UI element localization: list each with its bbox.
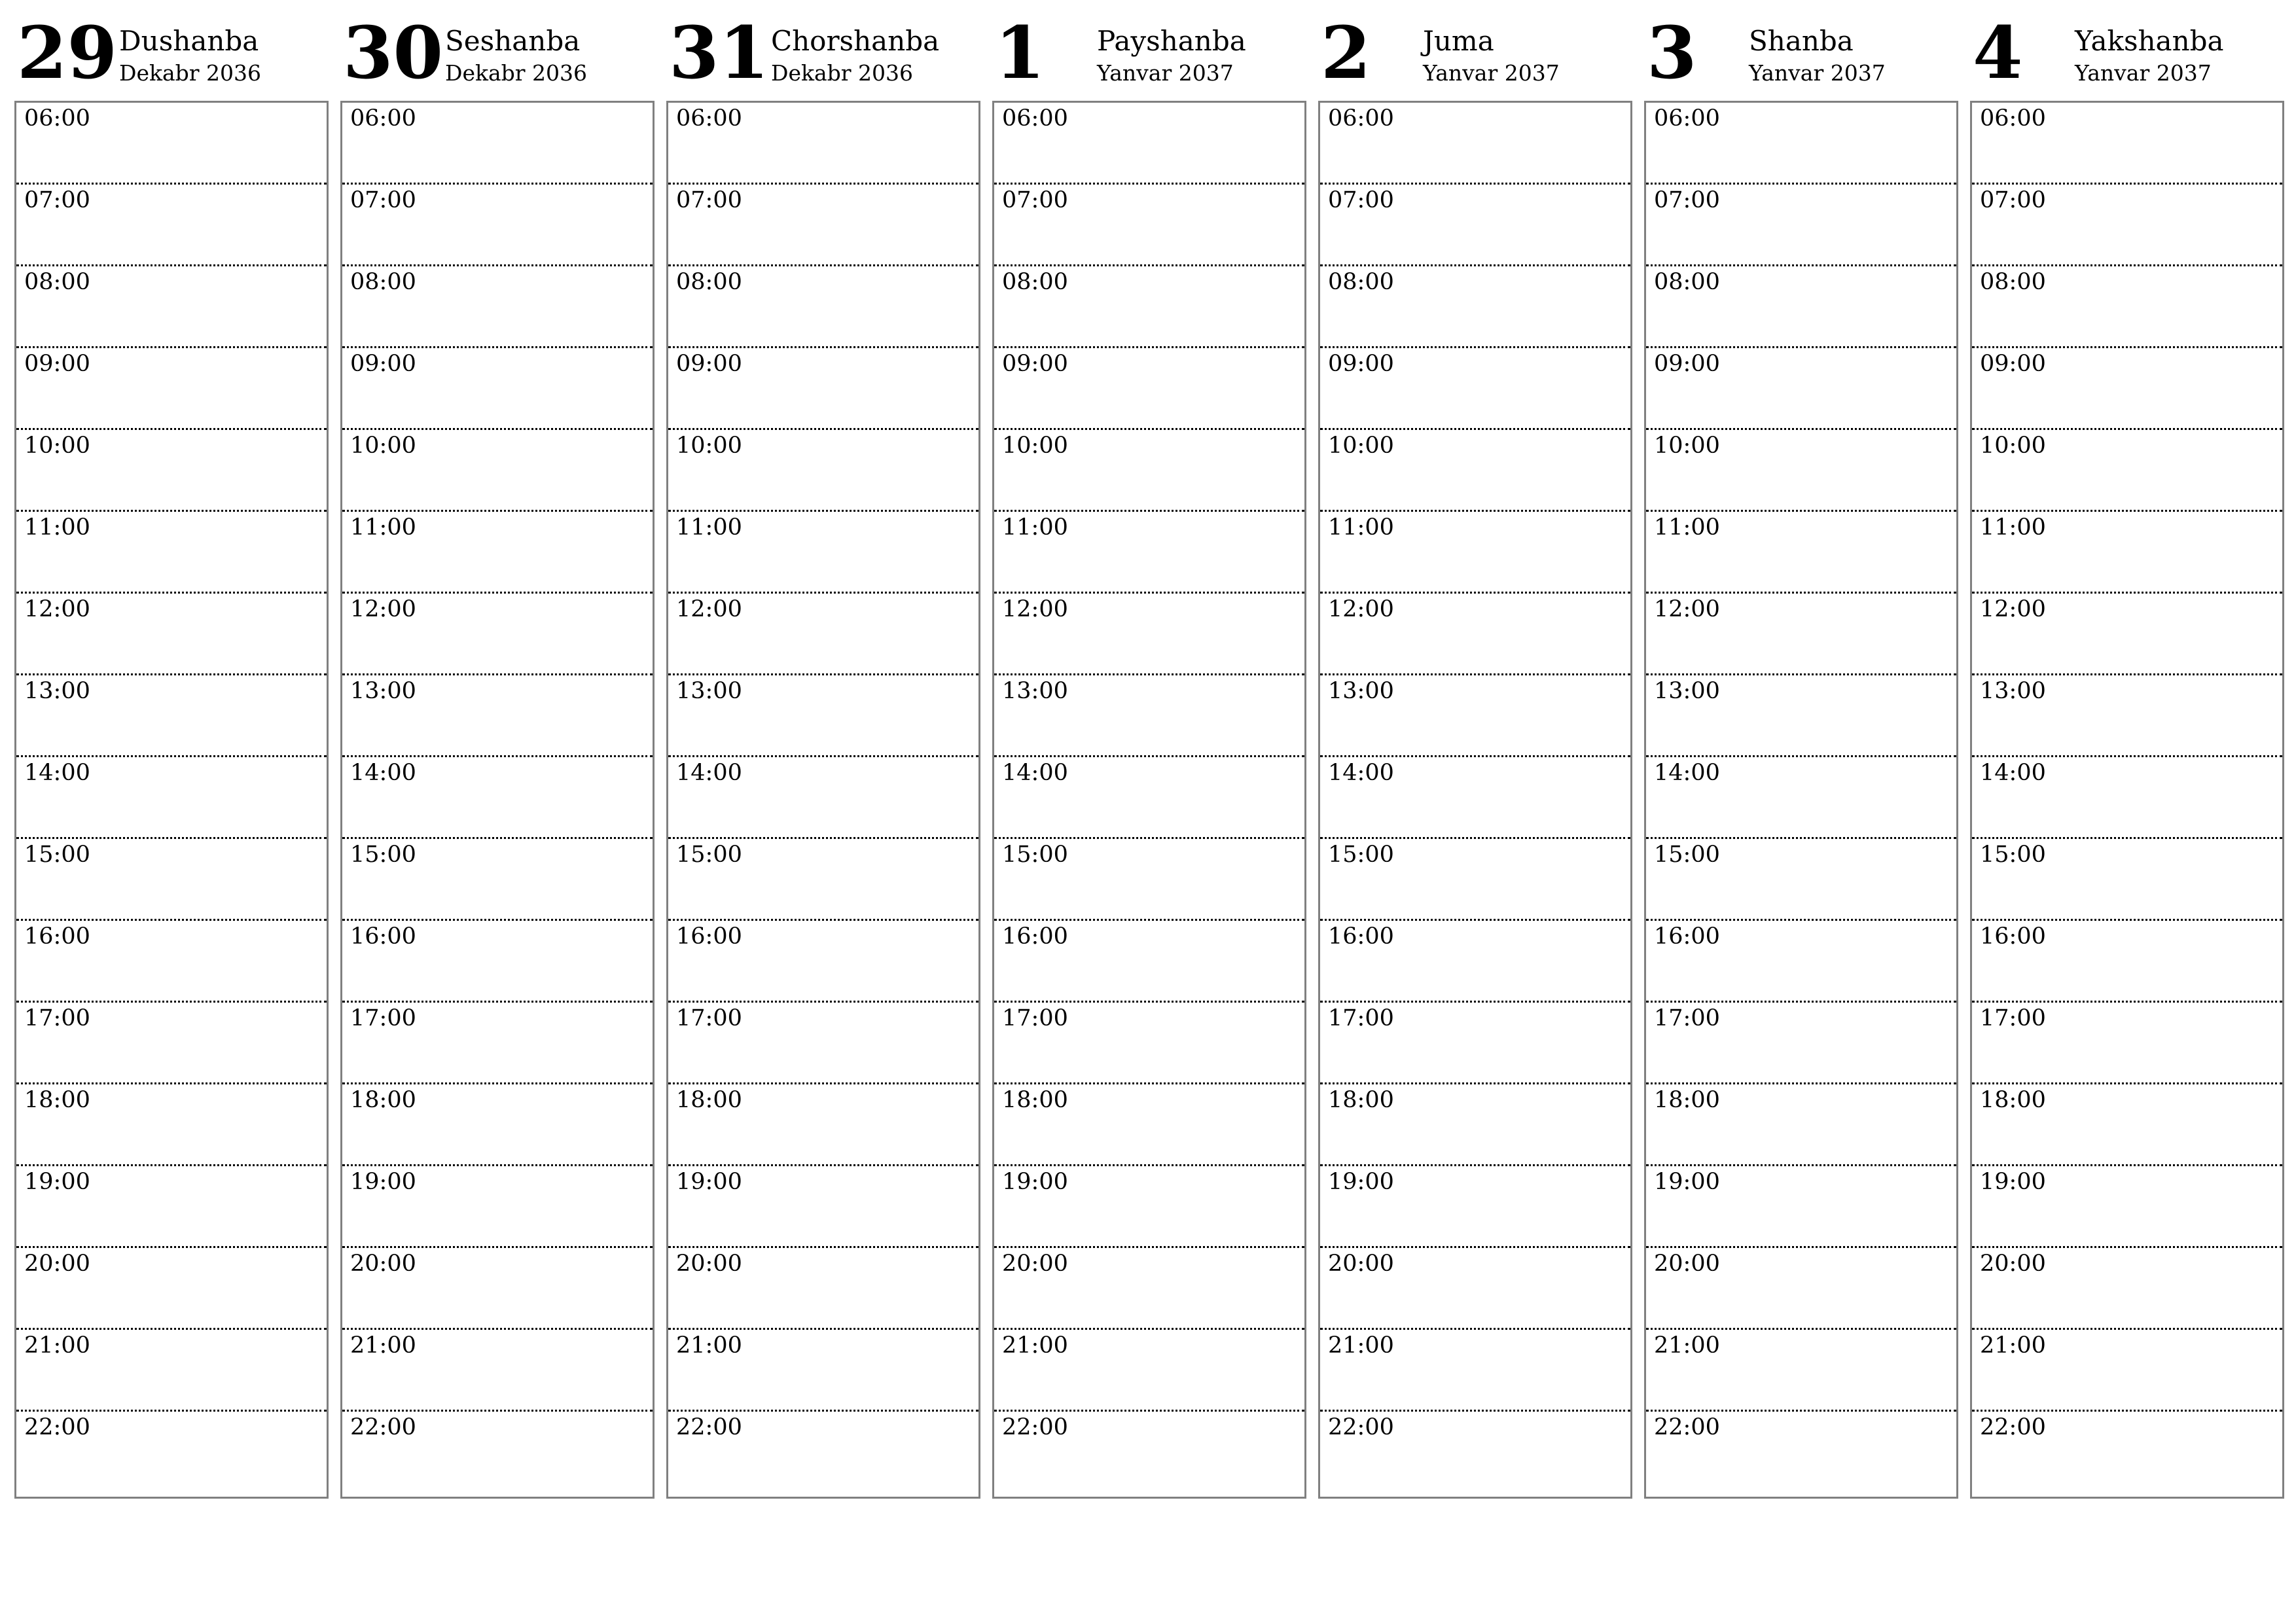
time-slot-label: 19:00 [1328,1169,1394,1195]
day-header [1970,10,2283,101]
time-slot [668,839,978,921]
time-slot [1320,1330,1630,1412]
time-slot-label: 18:00 [1002,1087,1068,1113]
time-slot-label: 19:00 [1654,1169,1720,1195]
time-slot-label: 16:00 [350,923,416,950]
time-slot [16,1248,327,1330]
time-slot-label: 09:00 [1002,351,1068,377]
time-slot-label: 06:00 [24,105,90,132]
day-schedule-box [992,101,1306,1499]
day-number: 3 [1647,10,1697,95]
time-slot-label: 06:00 [350,105,416,132]
time-slot-label: 07:00 [676,187,742,213]
time-slot [1646,103,1956,185]
time-slot [994,921,1304,1003]
time-slot [994,1330,1304,1412]
time-slot [668,1248,978,1330]
time-slot-label: 13:00 [1328,678,1394,704]
time-slot-label: 11:00 [1980,514,2046,541]
time-slot-label: 10:00 [350,433,416,459]
time-slot [994,512,1304,594]
time-slot [1972,103,2282,185]
time-slot-label: 08:00 [676,269,742,295]
time-slot-label: 21:00 [1980,1332,2046,1359]
time-slot-label: 15:00 [1980,842,2046,868]
time-slot [16,1166,327,1248]
time-slot-label: 13:00 [1980,678,2046,704]
time-slot-label: 16:00 [1980,923,2046,950]
time-slot [994,185,1304,266]
time-slot [1972,1166,2282,1248]
day-header [1644,10,1957,101]
time-slot-label: 11:00 [1654,514,1720,541]
time-slot-label: 14:00 [1654,760,1720,786]
time-slot-label: 20:00 [1002,1251,1068,1277]
time-slot [342,1003,653,1084]
time-slot-label: 17:00 [676,1005,742,1031]
time-slot [342,1330,653,1412]
time-slot-label: 15:00 [1654,842,1720,868]
time-slot [16,103,327,185]
time-slot [1972,1330,2282,1412]
time-slot-label: 13:00 [676,678,742,704]
weekday-name: Seshanba [445,25,581,57]
time-slot-label: 13:00 [24,678,90,704]
time-slot [1972,348,2282,430]
time-slot-label: 13:00 [1654,678,1720,704]
day-number: 2 [1321,10,1371,95]
time-slot [1646,430,1956,512]
time-slot [342,1166,653,1248]
time-slot-label: 08:00 [24,269,90,295]
time-slot [1972,675,2282,757]
day-schedule-box [1318,101,1632,1499]
day-schedule-box [1644,101,1958,1499]
time-slot-label: 18:00 [1980,1087,2046,1113]
time-slot [1972,512,2282,594]
time-slot-label: 13:00 [1002,678,1068,704]
time-slot [1646,594,1956,675]
time-slot [1646,921,1956,1003]
time-slot-label: 22:00 [1980,1414,2046,1440]
time-slot-label: 19:00 [24,1169,90,1195]
time-slot [1646,1412,1956,1493]
day-schedule-box [340,101,655,1499]
time-slot [1320,103,1630,185]
time-slot [1646,1003,1956,1084]
time-slot-label: 13:00 [350,678,416,704]
time-slot-label: 21:00 [24,1332,90,1359]
time-slot [1646,839,1956,921]
time-slot-label: 09:00 [24,351,90,377]
time-slot [994,757,1304,839]
time-slot-label: 10:00 [24,433,90,459]
time-slot-label: 18:00 [676,1087,742,1113]
time-slot [16,1084,327,1166]
time-slot-label: 12:00 [676,596,742,622]
time-slot [1320,185,1630,266]
time-slot-label: 19:00 [1002,1169,1068,1195]
time-slot-label: 18:00 [1654,1087,1720,1113]
weekday-name: Shanba [1749,25,1854,57]
time-slot [1972,1248,2282,1330]
time-slot-label: 06:00 [1654,105,1720,132]
time-slot [1320,839,1630,921]
time-slot-label: 20:00 [1328,1251,1394,1277]
time-slot-label: 18:00 [1328,1087,1394,1113]
day-schedule-box [666,101,980,1499]
time-slot-label: 08:00 [1654,269,1720,295]
time-slot [16,185,327,266]
time-slot-label: 09:00 [676,351,742,377]
time-slot [1320,266,1630,348]
weekday-name: Yakshanba [2075,25,2224,57]
time-slot [342,1084,653,1166]
time-slot-label: 07:00 [24,187,90,213]
time-slot-label: 07:00 [1654,187,1720,213]
time-slot-label: 06:00 [1328,105,1394,132]
time-slot-label: 15:00 [24,842,90,868]
time-slot-label: 20:00 [24,1251,90,1277]
time-slot [1646,1084,1956,1166]
time-slot [668,594,978,675]
time-slot-label: 12:00 [350,596,416,622]
time-slot [1320,921,1630,1003]
time-slot [994,103,1304,185]
time-slot [668,430,978,512]
time-slot-label: 11:00 [1002,514,1068,541]
time-slot [1972,839,2282,921]
time-slot-label: 14:00 [350,760,416,786]
weekday-name: Chorshanba [771,25,940,57]
time-slot-label: 21:00 [350,1332,416,1359]
time-slot-label: 22:00 [24,1414,90,1440]
time-slot [668,266,978,348]
time-slot [1646,675,1956,757]
time-slot [668,1166,978,1248]
time-slot-label: 17:00 [1654,1005,1720,1031]
weekly-planner [14,10,2292,1500]
time-slot [1320,430,1630,512]
time-slot-label: 09:00 [1328,351,1394,377]
time-slot [994,1084,1304,1166]
time-slot-label: 09:00 [1980,351,2046,377]
time-slot [994,1248,1304,1330]
time-slot [1320,1084,1630,1166]
time-slot [668,757,978,839]
time-slot [1646,266,1956,348]
time-slot-label: 12:00 [1654,596,1720,622]
time-slot-label: 12:00 [24,596,90,622]
time-slot-label: 15:00 [676,842,742,868]
time-slot-label: 10:00 [1328,433,1394,459]
time-slot [1972,1084,2282,1166]
day-number: 30 [343,10,444,95]
day-schedule-box [14,101,329,1499]
time-slot [16,1003,327,1084]
time-slot [16,839,327,921]
month-year: Dekabr 2036 [119,60,262,86]
weekday-name: Dushanba [119,25,259,57]
time-slot-label: 09:00 [1654,351,1720,377]
time-slot [668,1084,978,1166]
time-slot [1320,1412,1630,1493]
time-slot-label: 10:00 [1002,433,1068,459]
time-slot [16,266,327,348]
time-slot [1972,185,2282,266]
time-slot-label: 15:00 [1328,842,1394,868]
time-slot-label: 10:00 [676,433,742,459]
time-slot [994,1166,1304,1248]
time-slot-label: 08:00 [1328,269,1394,295]
time-slot [1646,348,1956,430]
time-slot-label: 12:00 [1328,596,1394,622]
time-slot-label: 08:00 [1002,269,1068,295]
time-slot-label: 11:00 [1328,514,1394,541]
time-slot [1646,512,1956,594]
month-year: Yanvar 2037 [1423,60,1560,86]
time-slot-label: 19:00 [676,1169,742,1195]
time-slot-label: 14:00 [676,760,742,786]
time-slot-label: 07:00 [350,187,416,213]
weekday-name: Juma [1423,25,1494,57]
time-slot [1646,185,1956,266]
time-slot-label: 16:00 [1002,923,1068,950]
time-slot [994,594,1304,675]
time-slot-label: 10:00 [1980,433,2046,459]
time-slot [668,1412,978,1493]
month-year: Yanvar 2037 [1097,60,1234,86]
day-header [992,10,1305,101]
day-column [14,10,327,1440]
time-slot [668,348,978,430]
time-slot [1972,1412,2282,1493]
time-slot-label: 20:00 [676,1251,742,1277]
time-slot [1972,757,2282,839]
time-slot-label: 06:00 [1002,105,1068,132]
time-slot-label: 11:00 [24,514,90,541]
time-slot-label: 22:00 [1002,1414,1068,1440]
time-slot [994,1412,1304,1493]
time-slot-label: 17:00 [1002,1005,1068,1031]
time-slot-label: 22:00 [1654,1414,1720,1440]
day-schedule-box [1970,101,2284,1499]
time-slot-label: 16:00 [676,923,742,950]
time-slot-label: 22:00 [1328,1414,1394,1440]
time-slot [1320,675,1630,757]
day-header [1318,10,1631,101]
day-number: 1 [995,10,1045,95]
time-slot [668,921,978,1003]
day-number: 31 [669,10,770,95]
time-slot-label: 15:00 [1002,842,1068,868]
time-slot-label: 17:00 [350,1005,416,1031]
time-slot [16,1330,327,1412]
time-slot [994,839,1304,921]
time-slot-label: 07:00 [1328,187,1394,213]
time-slot-label: 18:00 [350,1087,416,1113]
time-slot [342,839,653,921]
time-slot-label: 10:00 [1654,433,1720,459]
time-slot-label: 12:00 [1980,596,2046,622]
time-slot [1646,757,1956,839]
time-slot [1646,1330,1956,1412]
day-header [14,10,327,101]
time-slot [668,185,978,266]
time-slot [342,348,653,430]
time-slot-label: 06:00 [1980,105,2046,132]
time-slot [16,1412,327,1493]
time-slot [16,757,327,839]
time-slot-label: 14:00 [1002,760,1068,786]
time-slot-label: 22:00 [676,1414,742,1440]
month-year: Yanvar 2037 [1749,60,1886,86]
time-slot-label: 07:00 [1980,187,2046,213]
time-slot-label: 15:00 [350,842,416,868]
time-slot [1646,1248,1956,1330]
time-slot [668,103,978,185]
time-slot [342,266,653,348]
time-slot [16,921,327,1003]
time-slot [994,1003,1304,1084]
time-slot [1320,1248,1630,1330]
time-slot [1320,1166,1630,1248]
time-slot-label: 17:00 [24,1005,90,1031]
time-slot-label: 22:00 [350,1414,416,1440]
time-slot-label: 08:00 [1980,269,2046,295]
time-slot [994,348,1304,430]
time-slot-label: 21:00 [1328,1332,1394,1359]
time-slot [342,512,653,594]
time-slot-label: 11:00 [350,514,416,541]
time-slot [668,1330,978,1412]
time-slot [1320,1003,1630,1084]
time-slot-label: 08:00 [350,269,416,295]
time-slot [16,348,327,430]
weekday-name: Payshanba [1097,25,1246,57]
time-slot [668,675,978,757]
time-slot-label: 14:00 [1980,760,2046,786]
time-slot [342,675,653,757]
time-slot [1972,594,2282,675]
day-column [1644,10,1957,1440]
time-slot-label: 11:00 [676,514,742,541]
time-slot [342,921,653,1003]
time-slot-label: 06:00 [676,105,742,132]
time-slot-label: 16:00 [1654,923,1720,950]
time-slot [994,675,1304,757]
time-slot-label: 20:00 [350,1251,416,1277]
time-slot-label: 07:00 [1002,187,1068,213]
time-slot [16,675,327,757]
time-slot [342,1248,653,1330]
day-number: 29 [17,10,118,95]
time-slot-label: 16:00 [1328,923,1394,950]
time-slot [342,185,653,266]
day-header [340,10,653,101]
time-slot [1972,266,2282,348]
time-slot [1972,921,2282,1003]
time-slot [16,430,327,512]
time-slot [342,757,653,839]
time-slot [1972,430,2282,512]
time-slot-label: 17:00 [1328,1005,1394,1031]
time-slot-label: 14:00 [1328,760,1394,786]
time-slot [1320,512,1630,594]
time-slot [16,594,327,675]
time-slot-label: 21:00 [676,1332,742,1359]
time-slot-label: 21:00 [1654,1332,1720,1359]
time-slot-label: 14:00 [24,760,90,786]
day-column [1970,10,2283,1440]
day-column [1318,10,1631,1440]
day-column [992,10,1305,1440]
time-slot-label: 19:00 [350,1169,416,1195]
time-slot-label: 20:00 [1980,1251,2046,1277]
month-year: Dekabr 2036 [771,60,914,86]
time-slot-label: 17:00 [1980,1005,2046,1031]
time-slot-label: 19:00 [1980,1169,2046,1195]
time-slot [1320,348,1630,430]
time-slot [1972,1003,2282,1084]
time-slot [342,594,653,675]
time-slot-label: 21:00 [1002,1332,1068,1359]
day-column [340,10,653,1440]
time-slot-label: 12:00 [1002,596,1068,622]
day-number: 4 [1973,10,2023,95]
day-header [666,10,979,101]
day-column [666,10,979,1440]
time-slot [342,103,653,185]
time-slot [342,1412,653,1493]
time-slot [1646,1166,1956,1248]
time-slot [994,430,1304,512]
month-year: Dekabr 2036 [445,60,588,86]
time-slot-label: 09:00 [350,351,416,377]
time-slot [994,266,1304,348]
time-slot [16,512,327,594]
time-slot-label: 16:00 [24,923,90,950]
time-slot-label: 18:00 [24,1087,90,1113]
time-slot [668,512,978,594]
time-slot [342,430,653,512]
time-slot [668,1003,978,1084]
time-slot [1320,594,1630,675]
time-slot-label: 20:00 [1654,1251,1720,1277]
month-year: Yanvar 2037 [2075,60,2212,86]
time-slot [1320,757,1630,839]
